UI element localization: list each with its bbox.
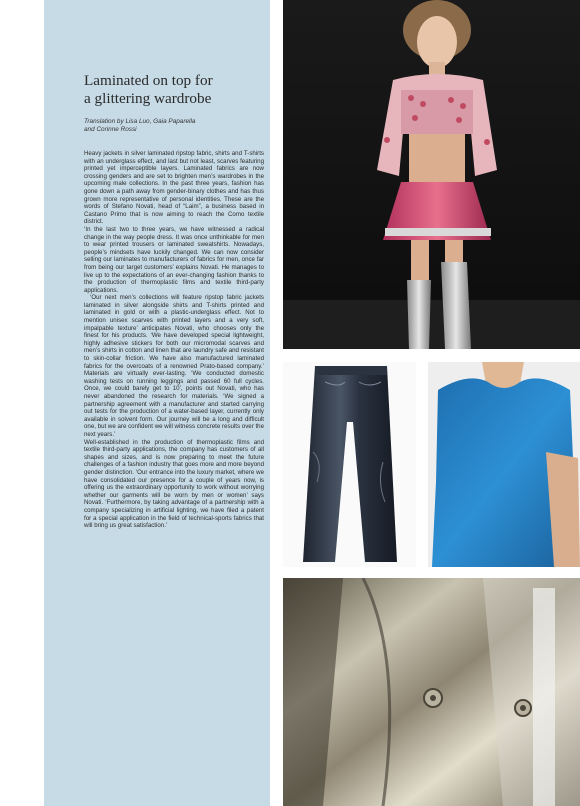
article-paragraph: Well-established in the production of thermoplastic films and textile third-party applications, the company has customers of all shapes and sizes, and is now preparing to meet the future challenges of a fashion industry that goes more and more beyond gender distinction. ‘Our entrance into the luxury market, where we have consolidated our presence for a couple of years now, is offering us the extraordinary opportunity to work without worrying whether our garments will be worn by men or women’ says Novati. ‘Furthermore, by taking advantage of a partnership with a company specializing in artificial lighting, we have filed a patent for a special application in the field of technical-sports fabrics that will bring us great satisfaction.’ xyxy=(84,438,264,530)
article-paragraph: Heavy jackets in silver laminated ripstop fabric, shirts and T-shirts with an underglass effect, and last but not least, scarves featuring printed yet imperceptible layers. Laminated fabrics are now crossing genders and are set to brighten men’s wardrobes in the upcoming male collections. In the past three years, fashion has gone down a path away from gender-binary clothes and has thus grown more representative of personal identities. These are the words of Stefano Novati, head of “Laim”, a business based in Castano Primo that is now aiming to reach the Como textile district. xyxy=(84,150,264,226)
article-title xyxy=(84,72,264,108)
article-title-line-2: a glittering wardrobe xyxy=(84,90,212,107)
credits-line-2: and Corinne Rossi xyxy=(84,126,137,134)
laminated-top-photo xyxy=(428,362,580,567)
laminated-jeans-photo xyxy=(283,362,416,567)
article-paragraph: ‘Our next men’s collections will feature ripstop fabric jackets laminated in silver alongside shirts and T-shirts printed and laminated in gold or with a plastic-underglass effect. Not to mention unisex scarves with printed layers and a very soft, impalpable texture’ anticipates Novati, who chooses only the finest for his products. ‘We have developed special lightweight, highly adhesive stickers for both our micromodal scarves and men’s shirts in cotton and linen that are laundry safe and resistant to skin-collar friction. We have also manufactured laminated fabrics for the overcoats of a renowned Prato-based company.’ Materials are virtually ever-lasting. ‘We conducted domestic washing tests on running leggings and passed 60 full cycles. Once, we could barely get to 10’, points out Novati, who has never abandoned the research for materials. ‘We signed a partnership agreement with a manufacturer and started carrying out tests for the production of a water-based layer, currently only available in solvent form. Our journey will be a long and difficult one, but we are confident we will witness concrete results over the next years.’ xyxy=(84,294,264,438)
runway-model-photo xyxy=(283,0,580,349)
silver-jacket-photo xyxy=(283,578,580,806)
credits-line-1: Translation by Lisa Luo, Gaia Paparella xyxy=(84,118,196,125)
article-paragraph: ‘In the last two to three years, we have witnessed a radical change in the way people dress. It was once unthinkable for men to wear printed trousers or laminated sweatshirts. Nowadays, people’s mindsets have luckily changed. We can now consider selling our laminates to manufacturers of fabrics for men, once far from being our target customers’ explains Novati. He manages to live up to the expectations of an ever-changing fashion thanks to the production of thermoplastic films and textile third-party applications. xyxy=(84,225,264,294)
article-column xyxy=(44,0,270,806)
article-body xyxy=(84,150,264,805)
article-title-line-1: Laminated on top for xyxy=(84,72,213,89)
translation-credits xyxy=(84,118,264,134)
